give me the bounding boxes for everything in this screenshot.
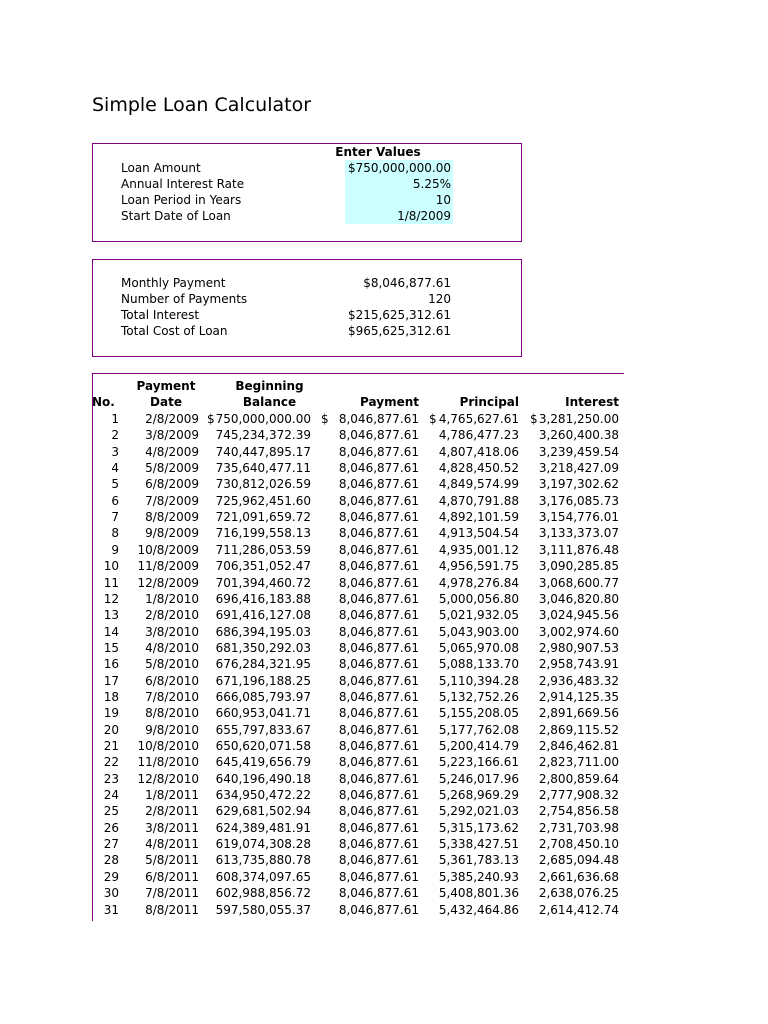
interest-amount-cell: 2,891,669.56 [538,706,619,721]
payment-amount-cell: 8,046,877.61 [338,542,419,557]
interest-rate-input[interactable]: 5.25% [345,176,453,192]
table-row [92,509,624,525]
payment-date-cell: 11/8/2010 [137,755,199,770]
page-title: Simple Loan Calculator [92,94,312,116]
table-row [92,836,624,852]
payment-date-cell: 5/8/2010 [145,657,199,672]
beginning-balance-cell: 691,416,127.08 [215,608,311,623]
input-row-start-date [121,208,521,224]
payment-amount-cell: 8,046,877.61 [338,461,419,476]
payment-number-cell: 23 [103,771,119,786]
monthly-payment-value: $8,046,877.61 [363,276,451,290]
payment-date-cell: 3/8/2009 [145,428,199,443]
payment-number-cell: 22 [103,755,119,770]
payment-amount-cell: 8,046,877.61 [338,559,419,574]
payment-number-cell: 28 [103,853,119,868]
payment-date-cell: 2/8/2010 [145,608,199,623]
payment-number-cell: 5 [111,477,119,492]
principal-amount-cell: 4,849,574.99 [438,477,519,492]
principal-amount-cell: 5,155,208.05 [438,706,519,721]
table-row [92,558,624,574]
input-row-loan-amount [121,160,521,176]
payment-date-cell: 7/8/2009 [145,493,199,508]
total-cost-value: $965,625,312.61 [347,324,451,338]
payment-date-cell: 9/8/2009 [145,526,199,541]
payment-amount-cell: 8,046,877.61 [338,575,419,590]
payment-amount-cell: 8,046,877.61 [338,902,419,917]
interest-amount-cell: 3,002,974.60 [538,624,619,639]
beginning-balance-cell: 721,091,659.72 [215,510,311,525]
principal-amount-cell: 4,913,504.54 [438,526,519,541]
payment-amount-cell: 8,046,877.61 [338,689,419,704]
beginning-balance-cell: 634,950,472.22 [215,788,311,803]
interest-amount-cell: 2,958,743.91 [538,657,619,672]
result-row-number-of-payments [121,291,521,307]
beginning-balance-cell: 681,350,292.03 [215,640,311,655]
header-principal: Principal [459,395,519,409]
payment-number-cell: 7 [111,510,119,525]
interest-amount-cell: 3,090,285.85 [538,559,619,574]
header-payment: Payment [360,395,419,409]
payment-number-cell: 4 [111,461,119,476]
interest-amount-cell: 3,133,373.07 [538,526,619,541]
payment-number-cell: 6 [111,493,119,508]
amortization-schedule [92,373,624,921]
table-row [92,640,624,656]
result-row-monthly-payment [121,275,521,291]
table-row [92,411,624,427]
payment-date-cell: 1/8/2010 [145,591,199,606]
beginning-balance-cell: 740,447,895.17 [215,444,311,459]
loan-inputs-panel [92,143,522,242]
table-row [92,525,624,541]
payment-number-cell: 15 [103,640,119,655]
table-row [92,771,624,787]
payment-date-cell: 12/8/2010 [137,771,199,786]
payment-amount-cell: 8,046,877.61 [338,755,419,770]
payment-date-cell: 10/8/2010 [137,739,199,753]
beginning-balance-cell: 706,351,052.47 [215,559,311,574]
table-row [92,705,624,721]
principal-amount-cell: 5,292,021.03 [438,804,519,819]
principal-amount-cell: 4,870,791.88 [438,493,519,508]
payment-number-cell: 14 [103,624,119,639]
payment-amount-cell: 8,046,877.61 [338,608,419,623]
table-row [92,575,624,591]
interest-amount-cell: 2,936,483.32 [538,673,619,688]
payment-amount-cell: 8,046,877.61 [338,771,419,786]
payment-amount-cell: 8,046,877.61 [338,853,419,868]
table-row [92,803,624,819]
table-row [92,738,624,754]
header-no: No. [92,395,115,409]
payment-date-cell: 3/8/2011 [145,820,199,835]
interest-amount-cell: 3,218,427.09 [538,461,619,476]
payment-number-cell: 26 [103,820,119,835]
payment-date-cell: 8/8/2009 [145,510,199,525]
principal-amount-cell: 5,088,133.70 [438,657,519,672]
principal-amount-cell: 5,065,970.08 [438,640,519,655]
beginning-balance-cell: 650,620,071.58 [215,739,311,753]
payment-amount-cell: 8,046,877.61 [338,493,419,508]
payment-number-cell: 10 [103,559,119,574]
total-interest-value: $215,625,312.61 [347,308,451,322]
interest-amount-cell: 2,869,115.52 [538,722,619,737]
interest-amount-cell: 3,046,820.80 [538,591,619,606]
table-row [92,427,624,443]
interest-amount-cell: 2,708,450.10 [538,837,619,852]
table-row [92,787,624,803]
number-of-payments-value: 120 [428,292,451,306]
interest-amount-cell: 2,800,859.64 [538,771,619,786]
payment-number-cell: 17 [103,673,119,688]
principal-amount-cell: 4,828,450.52 [438,461,519,476]
principal-amount-cell: 4,786,477.23 [438,428,519,443]
payment-date-cell: 11/8/2009 [137,559,199,574]
interest-amount-cell: 3,197,302.62 [538,477,619,492]
interest-amount-cell: 3,239,459.54 [538,444,619,459]
payment-number-cell: 20 [103,722,119,737]
payment-amount-cell: 8,046,877.61 [338,788,419,803]
interest-amount-cell: 3,111,876.48 [538,542,619,557]
interest-amount-cell: 2,914,125.35 [538,689,619,704]
table-row [92,493,624,509]
payment-number-cell: 1 [111,412,119,426]
principal-amount-cell: 4,765,627.61 [438,412,519,426]
beginning-balance-cell: 725,962,451.60 [215,493,311,508]
interest-amount-cell: 3,176,085.73 [538,493,619,508]
interest-amount-cell: 2,731,703.98 [538,820,619,835]
payment-date-cell: 4/8/2010 [145,640,199,655]
payment-date-cell: 8/8/2011 [145,902,199,917]
principal-amount-cell: 5,110,394.28 [438,673,519,688]
interest-amount-cell: 2,638,076.25 [538,886,619,901]
payment-amount-cell: 8,046,877.61 [338,526,419,541]
beginning-balance-cell: 716,199,558.13 [215,526,311,541]
header-interest: Interest [565,395,619,409]
payment-amount-cell: 8,046,877.61 [338,624,419,639]
header-payment-date-line2: Date [150,395,182,409]
beginning-balance-cell: 686,394,195.03 [215,624,311,639]
table-row [92,607,624,623]
payment-date-cell: 1/8/2011 [145,788,199,803]
header-beginning-balance-line1: Beginning [235,379,304,393]
principal-amount-cell: 4,956,591.75 [438,559,519,574]
principal-amount-cell: 5,021,932.05 [438,608,519,623]
beginning-balance-cell: 696,416,183.88 [215,591,311,606]
payment-number-cell: 3 [111,444,119,459]
loan-amount-input[interactable]: $750,000,000.00 [345,160,453,176]
interest-amount-cell: 2,980,907.53 [538,640,619,655]
table-row [92,885,624,901]
principal-amount-cell: 5,408,801.36 [438,886,519,901]
header-payment-date-line1: Payment [136,379,196,393]
table-row [92,542,624,558]
payment-number-cell: 29 [103,869,119,884]
currency-symbol: $ [321,412,329,426]
payment-amount-cell: 8,046,877.61 [338,510,419,525]
payment-date-cell: 5/8/2009 [145,461,199,476]
payment-amount-cell: 8,046,877.61 [338,657,419,672]
header-beginning-balance-line2: Balance [242,395,297,409]
table-row [92,591,624,607]
enter-values-header: Enter Values [335,145,421,159]
payment-number-cell: 25 [103,804,119,819]
interest-amount-cell: 3,024,945.56 [538,608,619,623]
payment-amount-cell: 8,046,877.61 [338,722,419,737]
result-row-total-interest [121,307,521,323]
payment-amount-cell: 8,046,877.61 [338,869,419,884]
table-row [92,722,624,738]
payment-number-cell: 11 [103,575,119,590]
currency-symbol: $ [207,412,215,426]
payment-number-cell: 30 [103,886,119,901]
principal-amount-cell: 5,132,752.26 [438,689,519,704]
beginning-balance-cell: 730,812,026.59 [215,477,311,492]
payment-date-cell: 6/8/2011 [145,869,199,884]
input-row-loan-period [121,192,521,208]
payment-date-cell: 6/8/2010 [145,673,199,688]
beginning-balance-cell: 640,196,490.18 [215,771,311,786]
table-row [92,852,624,868]
monthly-payment-label: Monthly Payment [121,276,226,290]
payment-date-cell: 6/8/2009 [145,477,199,492]
loan-period-label: Loan Period in Years [121,193,242,207]
beginning-balance-cell: 608,374,097.65 [215,869,311,884]
payment-date-cell: 2/8/2011 [145,804,199,819]
payment-number-cell: 2 [111,428,119,443]
payment-date-cell: 7/8/2010 [145,689,199,704]
payment-date-cell: 2/8/2009 [145,412,199,426]
beginning-balance-cell: 676,284,321.95 [215,657,311,672]
beginning-balance-cell: 745,234,372.39 [215,428,311,443]
principal-amount-cell: 5,223,166.61 [438,755,519,770]
payment-number-cell: 24 [103,788,119,803]
payment-amount-cell: 8,046,877.61 [338,477,419,492]
payment-date-cell: 8/8/2010 [145,706,199,721]
beginning-balance-cell: 711,286,053.59 [215,542,311,557]
beginning-balance-cell: 666,085,793.97 [215,689,311,704]
table-row [92,869,624,885]
beginning-balance-cell: 613,735,880.78 [215,853,311,868]
principal-amount-cell: 4,807,418.06 [438,444,519,459]
payment-date-cell: 12/8/2009 [137,575,199,590]
payment-amount-cell: 8,046,877.61 [338,673,419,688]
table-row [92,673,624,689]
table-row [92,689,624,705]
payment-amount-cell: 8,046,877.61 [338,444,419,459]
payment-date-cell: 4/8/2009 [145,444,199,459]
principal-amount-cell: 5,338,427.51 [438,837,519,852]
table-row [92,476,624,492]
total-interest-label: Total Interest [121,308,200,322]
payment-amount-cell: 8,046,877.61 [338,820,419,835]
payment-number-cell: 16 [103,657,119,672]
beginning-balance-cell: 619,074,308.28 [215,837,311,852]
payment-number-cell: 21 [103,739,119,753]
beginning-balance-cell: 655,797,833.67 [215,722,311,737]
interest-amount-cell: 3,068,600.77 [538,575,619,590]
payment-date-cell: 5/8/2011 [145,853,199,868]
payment-date-cell: 10/8/2009 [137,542,199,557]
principal-amount-cell: 5,361,783.13 [438,853,519,868]
payment-number-cell: 31 [103,902,119,917]
table-row [92,820,624,836]
payment-amount-cell: 8,046,877.61 [338,837,419,852]
interest-amount-cell: 2,777,908.32 [538,788,619,803]
interest-amount-cell: 2,614,412.74 [538,902,619,917]
beginning-balance-cell: 701,394,460.72 [215,575,311,590]
interest-amount-cell: 2,685,094.48 [538,853,619,868]
interest-amount-cell: 2,823,711.00 [538,755,619,770]
payment-amount-cell: 8,046,877.61 [338,412,419,426]
table-row [92,902,624,918]
start-date-input[interactable]: 1/8/2009 [345,208,453,224]
payment-number-cell: 27 [103,837,119,852]
principal-amount-cell: 5,200,414.79 [438,739,519,753]
interest-amount-cell: 3,154,776.01 [538,510,619,525]
loan-period-input[interactable]: 10 [345,192,453,208]
input-row-interest-rate [121,176,521,192]
result-row-total-cost [121,323,521,339]
payment-number-cell: 9 [111,542,119,557]
principal-amount-cell: 5,246,017.96 [438,771,519,786]
payment-amount-cell: 8,046,877.61 [338,886,419,901]
principal-amount-cell: 4,978,276.84 [438,575,519,590]
beginning-balance-cell: 750,000,000.00 [215,412,311,426]
table-row [92,656,624,672]
payment-number-cell: 8 [111,526,119,541]
table-row [92,754,624,770]
interest-amount-cell: 3,260,400.38 [538,428,619,443]
payment-number-cell: 19 [103,706,119,721]
table-row [92,624,624,640]
beginning-balance-cell: 645,419,656.79 [215,755,311,770]
payment-number-cell: 18 [103,689,119,704]
principal-amount-cell: 5,043,903.00 [438,624,519,639]
beginning-balance-cell: 602,988,856.72 [215,886,311,901]
interest-amount-cell: 2,754,856.58 [538,804,619,819]
loan-results-panel [92,259,522,357]
principal-amount-cell: 5,315,173.62 [438,820,519,835]
interest-rate-label: Annual Interest Rate [121,177,245,191]
principal-amount-cell: 5,385,240.93 [438,869,519,884]
principal-amount-cell: 4,892,101.59 [438,510,519,525]
schedule-top-border [92,373,624,374]
number-of-payments-label: Number of Payments [121,292,248,306]
currency-symbol: $ [530,412,538,426]
payment-date-cell: 7/8/2011 [145,886,199,901]
payment-number-cell: 12 [103,591,119,606]
interest-amount-cell: 2,846,462.81 [538,739,619,753]
principal-amount-cell: 5,432,464.86 [438,902,519,917]
beginning-balance-cell: 624,389,481.91 [215,820,311,835]
total-cost-label: Total Cost of Loan [121,324,228,338]
beginning-balance-cell: 660,953,041.71 [215,706,311,721]
start-date-label: Start Date of Loan [121,209,231,223]
currency-symbol: $ [429,412,437,426]
beginning-balance-cell: 597,580,055.37 [215,902,311,917]
payment-date-cell: 3/8/2010 [145,624,199,639]
payment-date-cell: 4/8/2011 [145,837,199,852]
principal-amount-cell: 4,935,001.12 [438,542,519,557]
payment-amount-cell: 8,046,877.61 [338,804,419,819]
loan-amount-label: Loan Amount [121,161,201,175]
principal-amount-cell: 5,000,056.80 [438,591,519,606]
payment-amount-cell: 8,046,877.61 [338,591,419,606]
beginning-balance-cell: 735,640,477.11 [215,461,311,476]
beginning-balance-cell: 629,681,502.94 [215,804,311,819]
payment-amount-cell: 8,046,877.61 [338,739,419,753]
payment-number-cell: 13 [103,608,119,623]
beginning-balance-cell: 671,196,188.25 [215,673,311,688]
payment-date-cell: 9/8/2010 [145,722,199,737]
table-row [92,460,624,476]
payment-amount-cell: 8,046,877.61 [338,428,419,443]
table-row [92,444,624,460]
payment-amount-cell: 8,046,877.61 [338,706,419,721]
interest-amount-cell: 3,281,250.00 [538,412,619,426]
principal-amount-cell: 5,268,969.29 [438,788,519,803]
payment-amount-cell: 8,046,877.61 [338,640,419,655]
interest-amount-cell: 2,661,636.68 [538,869,619,884]
principal-amount-cell: 5,177,762.08 [438,722,519,737]
